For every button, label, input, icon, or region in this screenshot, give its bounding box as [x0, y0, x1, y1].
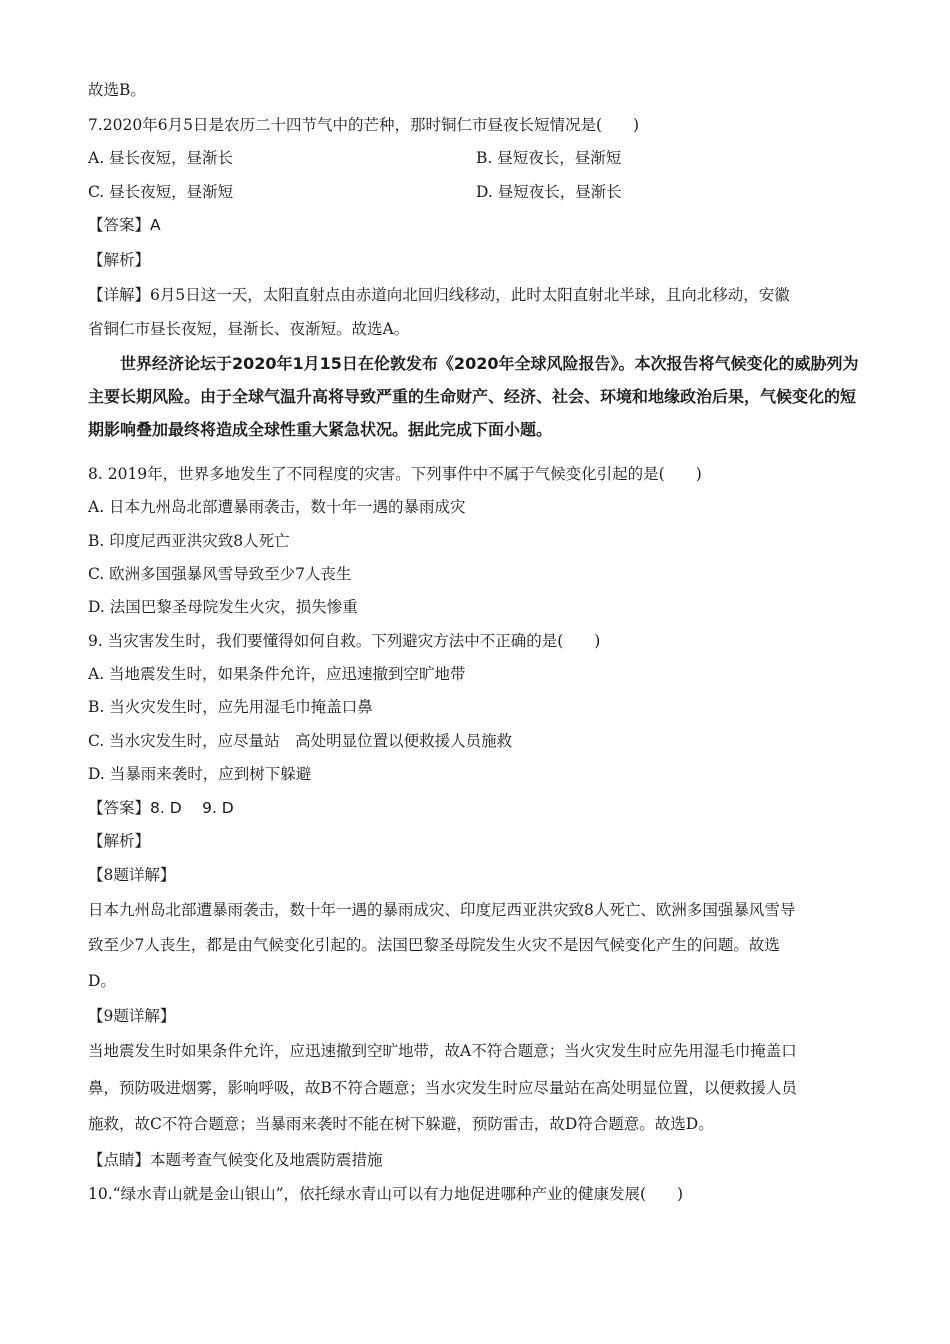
detail-tag: 【详解】 — [88, 286, 151, 304]
comment — [88, 1149, 383, 1171]
q8-detail-tag: 【8题详解】 — [88, 866, 176, 884]
q8-9-answer — [88, 797, 234, 819]
q8-9-analysis-tag: 【解析】 — [88, 832, 151, 850]
q9-detail-line-3: 施救，故C不符合题意；当暴雨来袭时不能在树下躲避，预防雷击，故D符合题意。故选D。 — [88, 1115, 714, 1133]
q8-detail-line-1: 日本九州岛北部遭暴雨袭击，数十年一遇的暴雨成灾、印度尼西亚洪灾致8人死亡、欧洲多国强暴风雪导 — [88, 901, 796, 919]
q7-option-c: C. 昼长夜短，昼渐短 — [88, 183, 234, 201]
q9-option-a: A. 当地震发生时，如果条件允许，应迅速撤到空旷地带 — [88, 665, 466, 683]
q9-detail-line-2: 鼻，预防吸进烟雾，影响呼吸，故B不符合题意；当水灾发生时应尽量站在高处明显位置，以便救援人员 — [88, 1079, 797, 1097]
answer-value: A — [150, 216, 161, 234]
q9-option-b: B. 当火灾发生时，应先用湿毛巾掩盖口鼻 — [88, 698, 373, 716]
q7-option-b: B. 昼短夜长，昼渐短 — [476, 149, 622, 167]
q9-option-c: C. 当水灾发生时，应尽量站 高处明显位置以便救援人员施救 — [88, 732, 513, 750]
question-7: 7.2020年6月5日是农历二十四节气中的芒种，那时铜仁市昼夜长短情况是( ) — [88, 116, 640, 134]
q7-option-a: A. 昼长夜短，昼渐长 — [88, 149, 234, 167]
detail-text: 6月5日这一天，太阳直射点由赤道向北回归线移动，此时太阳直射北半球，且向北移动，安徽 — [150, 286, 790, 304]
question-10: 10.“绿水青山就是金山银山”，依托绿水青山可以有力地促进哪种产业的健康发展( ) — [88, 1185, 684, 1203]
reading-passage: 世界经济论坛于2020年1月15日在伦敦发布《2020年全球风险报告》。本次报告将气候变化的威胁列为主要长期风险。由于全球气温升高将导致严重的生命财产、经济、社会、环境和地缘政治后果，气候变化的短期影响叠加最终将造成全球性重大紧急状况。据此完成下面小题。 — [88, 354, 859, 439]
answer-tag: 【答案】 — [88, 216, 151, 234]
q9-option-d: D. 当暴雨来袭时，应到树下躲避 — [88, 765, 312, 783]
q8-detail-line-2: 致至少7人丧生，都是由气候变化引起的。法国巴黎圣母院发生火灾不是因气候变化产生的问题。故选 — [88, 936, 780, 954]
comment-tag: 【点睛】 — [88, 1151, 151, 1169]
q8-option-c: C. 欧洲多国强暴风雪导致至少7人丧生 — [88, 565, 352, 583]
q7-option-d: D. 昼短夜长，昼渐长 — [476, 183, 622, 201]
q9-detail-tag: 【9题详解】 — [88, 1007, 176, 1025]
q7-answer — [88, 214, 161, 236]
q7-detail-line-1 — [88, 284, 790, 306]
q9-detail-line-1: 当地震发生时如果条件允许，应迅速撤到空旷地带，故A不符合题意；当火灾发生时应先用湿毛巾掩盖口 — [88, 1042, 797, 1060]
answer-value: 8. D 9. D — [150, 799, 234, 817]
q7-detail-line-2: 省铜仁市昼长夜短，昼渐长、夜渐短。故选A。 — [88, 320, 410, 338]
q8-option-b: B. 印度尼西亚洪灾致8人死亡 — [88, 532, 290, 550]
q7-analysis-tag: 【解析】 — [88, 251, 151, 269]
previous-conclusion: 故选B。 — [88, 81, 146, 99]
question-9: 9. 当灾害发生时，我们要懂得如何自救。下列避灾方法中不正确的是( ) — [88, 632, 601, 650]
question-8: 8. 2019年，世界多地发生了不同程度的灾害。下列事件中不属于气候变化引起的是( ) — [88, 465, 702, 483]
q8-detail-line-3: D。 — [88, 972, 116, 990]
q8-option-d: D. 法国巴黎圣母院发生火灾，损失惨重 — [88, 598, 358, 616]
comment-text: 本题考查气候变化及地震防震措施 — [150, 1151, 383, 1169]
answer-tag: 【答案】 — [88, 799, 151, 817]
q8-option-a: A. 日本九州岛北部遭暴雨袭击，数十年一遇的暴雨成灾 — [88, 498, 466, 516]
